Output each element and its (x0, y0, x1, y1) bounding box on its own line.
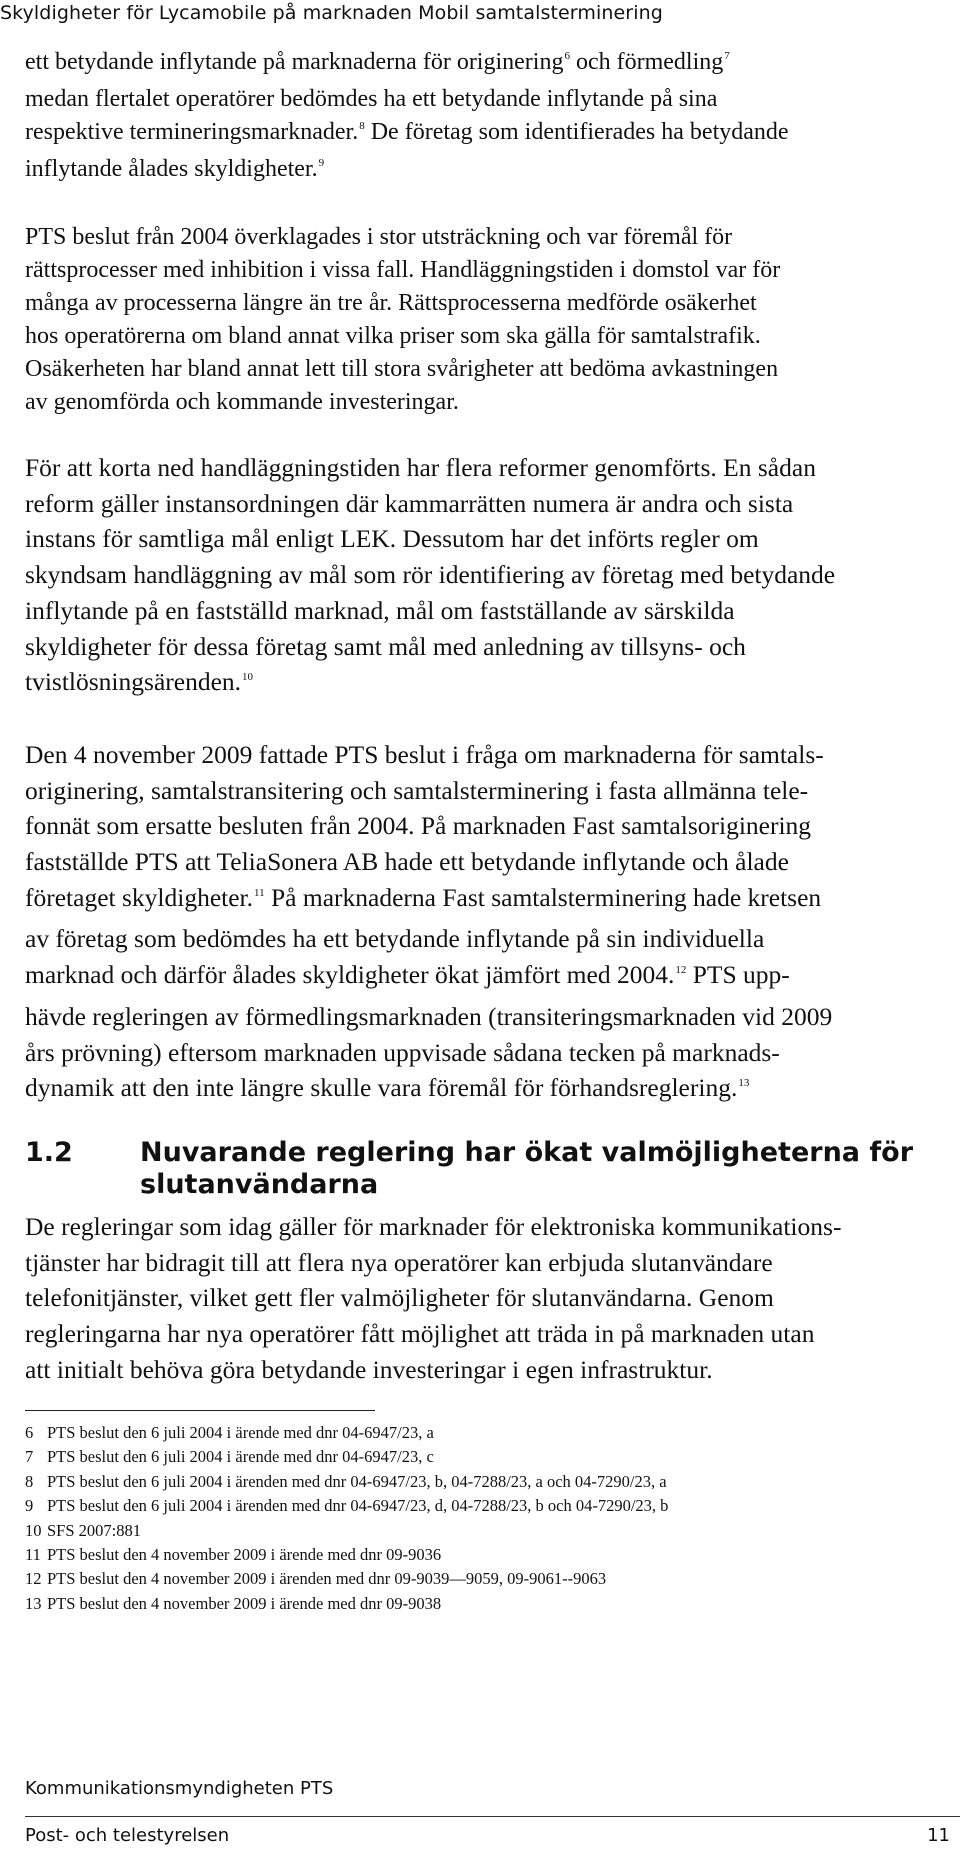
paragraph-line (25, 664, 945, 706)
footnote-text: PTS beslut den 6 juli 2004 i ärenden med dnr 04-6947/23, d, 04-7288/23, b och 04-7290/23, b (47, 1496, 669, 1516)
line-text: fonnät som ersatte besluten från 2004. På marknaden Fast samtalsoriginering (25, 811, 812, 841)
paragraph-line: tjänster har bidragit till att flera nya operatörer kan erbjuda slutanvändare (25, 1247, 773, 1277)
footnote-number: 13 (25, 1593, 42, 1613)
footnote (25, 1470, 945, 1494)
line-text: PTS upp- (686, 960, 790, 990)
paragraph-line (25, 957, 945, 999)
paragraph-line (25, 880, 945, 922)
footnote-reference: 7 (724, 50, 730, 62)
footnote-reference: 9 (318, 157, 325, 169)
section-number: 1.2 (25, 1136, 73, 1168)
line-text: reform gäller instansordningen där kammarrätten numera är andra och sista (25, 488, 794, 518)
paragraph-line (25, 999, 945, 1035)
section-paragraph (25, 1209, 945, 1388)
footnote-reference: 12 (675, 964, 687, 977)
line-text: För att korta ned handläggningstiden har flera reformer genomförts. En sådan (25, 453, 816, 482)
paragraph-line (25, 46, 945, 83)
line-text: många av processerna längre än tre år. Rättsprocesserna medförde osäkerhet (25, 290, 757, 316)
paragraph-line (25, 221, 945, 254)
organization-name: Kommunikationsmyndigheten PTS (25, 1778, 334, 1799)
paragraph-line (25, 1035, 945, 1071)
footnote-number: 8 (25, 1471, 34, 1491)
paragraph-line: regleringarna har nya operatörer fått möjlighet att träda in på marknaden utan (25, 1319, 815, 1349)
line-text: och förmedling (569, 49, 724, 75)
line-text: Den 4 november 2009 fattade PTS beslut i fråga om marknaderna för samtals- (25, 739, 824, 769)
footnote-reference: 8 (359, 120, 365, 132)
paragraph-line: telefonitjänster, vilket gett fler valmöjligheter för slutanvändarna. Genom (25, 1283, 774, 1313)
footnote-text: SFS 2007:881 (47, 1520, 141, 1540)
line-text: av företag som bedömdes ha ett betydande inflytande på sin individuella (25, 924, 765, 954)
line-text: De företag som identifierades ha betydande (364, 119, 789, 145)
footnotes (25, 1421, 945, 1616)
footnote (25, 1567, 945, 1591)
line-text: På marknaderna Fast samtalsterminering hade kretsen (264, 882, 822, 912)
footnote-number: 12 (25, 1569, 42, 1589)
line-text: dynamik att den inte längre skulle vara föremål för förhandsreglering. (25, 1073, 738, 1103)
paragraph-line (25, 386, 945, 419)
line-text: skyndsam handläggning av mål som rör identifiering av företag med betydande (25, 560, 836, 590)
footnote (25, 1519, 945, 1543)
paragraph-line (25, 557, 945, 593)
footnote-number: 9 (25, 1496, 34, 1516)
footnote-reference: 11 (254, 886, 265, 899)
paragraph-line (25, 521, 945, 557)
footnote (25, 1543, 945, 1567)
body-paragraphs (25, 46, 945, 1112)
footer-publisher: Post- och telestyrelsen (25, 1825, 230, 1846)
footnote-text: PTS beslut den 6 juli 2004 i ärende med dnr 04-6947/23, c (47, 1447, 434, 1467)
paragraph-line: att initialt behöva göra betydande investeringar i egen infrastruktur. (25, 1354, 713, 1384)
body-paragraph (25, 46, 945, 190)
footnote-text: PTS beslut den 6 juli 2004 i ärende med dnr 04-6947/23, a (47, 1423, 434, 1442)
paragraph-line (25, 254, 945, 287)
line-text: av genomförda och kommande investeringar. (25, 389, 459, 415)
line-text: PTS beslut från 2004 överklagades i stor utsträckning och var föremål för (25, 224, 733, 250)
line-text: respektive termineringsmarknader. (25, 119, 359, 145)
line-text: tvistlösningsärenden. (25, 667, 242, 697)
footnote (25, 1592, 945, 1616)
footnote-text: PTS beslut den 6 juli 2004 i ärenden med dnr 04-6947/23, b, 04-7288/23, a och 04-7290/23, a (47, 1471, 667, 1491)
paragraph-line (25, 773, 945, 809)
paragraph-line (25, 116, 945, 153)
footnote-text: PTS beslut den 4 november 2009 i ärenden med dnr 09-9039—9059, 09-9061--9063 (47, 1569, 607, 1589)
line-text: rättsprocesser med inhibition i vissa fall. Handläggningstiden i domstol var för (25, 257, 781, 283)
paragraph-line: De regleringar som idag gäller för marknader för elektroniska kommunikations- (25, 1211, 842, 1241)
running-header-title: Skyldigheter för Lycamobile på marknaden Mobil samtalsterminering (0, 2, 663, 24)
line-text: instans för samtliga mål enligt LEK. Dessutom har det införts regler om (25, 524, 759, 554)
paragraph-line (25, 593, 945, 629)
paragraph-line (25, 808, 945, 844)
footnote-text: PTS beslut den 4 november 2009 i ärende med dnr 09-9036 (47, 1545, 442, 1565)
paragraph-line (25, 629, 945, 665)
footnote-number: 10 (25, 1520, 42, 1540)
running-header (0, 0, 960, 30)
line-text: inflytande ålades skyldigheter. (25, 156, 318, 182)
line-text: hos operatörerna om bland annat vilka priser som ska gälla för samtalstrafik. (25, 323, 761, 349)
line-text: års prövning) eftersom marknaden uppvisade sådana tecken på marknads- (25, 1037, 780, 1067)
line-text: fastställde PTS att TeliaSonera AB hade ett betydande inflytande och ålade (25, 847, 789, 877)
paragraph-line (25, 844, 945, 880)
paragraph-line (25, 921, 945, 957)
section-heading (25, 1137, 945, 1201)
footnote (25, 1494, 945, 1518)
line-text: Osäkerheten har bland annat lett till stora svårigheter att bedöma avkastningen (25, 356, 779, 382)
line-text: hävde regleringen av förmedlingsmarknaden (transiteringsmarknaden vid 2009 (25, 1001, 833, 1031)
paragraph-line (25, 83, 945, 116)
page-number: 11 (927, 1825, 950, 1846)
line-text: inflytande på en fastställd marknad, mål om fastställande av särskilda (25, 595, 735, 625)
line-text: originering, samtalstransitering och samtalsterminering i fasta allmänna tele- (25, 775, 809, 805)
paragraph-line (25, 450, 945, 486)
line-text: ett betydande inflytande på marknaderna för originering (25, 49, 564, 75)
paragraph-line (25, 1070, 945, 1112)
section-title-line: Nuvarande reglering har ökat valmöjligheterna för (140, 1136, 914, 1168)
paragraph-line (25, 287, 945, 320)
paragraph-line (25, 320, 945, 353)
line-text: skyldigheter för dessa företag samt mål med anledning av tillsyns- och (25, 631, 746, 661)
body-paragraph (25, 737, 945, 1112)
footnote-number: 6 (25, 1423, 34, 1442)
line-text: marknad och därför ålades skyldigheter ökat jämfört med 2004. (25, 960, 675, 990)
line-text: företaget skyldigheter. (25, 882, 254, 912)
footnote-number: 7 (25, 1447, 34, 1467)
footnote-separator (25, 1410, 375, 1411)
body-paragraph (25, 450, 945, 706)
footnote-text: PTS beslut den 4 november 2009 i ärende med dnr 09-9038 (47, 1593, 442, 1613)
footnote-reference: 10 (242, 671, 254, 684)
footnote-reference: 6 (564, 50, 570, 62)
paragraph-line (25, 353, 945, 386)
footnote-reference: 13 (738, 1077, 750, 1090)
footnote-number: 11 (25, 1545, 41, 1565)
footer-divider (25, 1816, 960, 1817)
paragraph-line (25, 486, 945, 522)
paragraph-line (25, 737, 945, 773)
footnote (25, 1421, 945, 1445)
footnote (25, 1445, 945, 1469)
section-title-line: slutanvändarna (140, 1168, 379, 1200)
paragraph-line (25, 153, 945, 190)
line-text: medan flertalet operatörer bedömdes ha ett betydande inflytande på sina (25, 86, 718, 112)
document-body (25, 46, 945, 1418)
body-paragraph (25, 221, 945, 419)
